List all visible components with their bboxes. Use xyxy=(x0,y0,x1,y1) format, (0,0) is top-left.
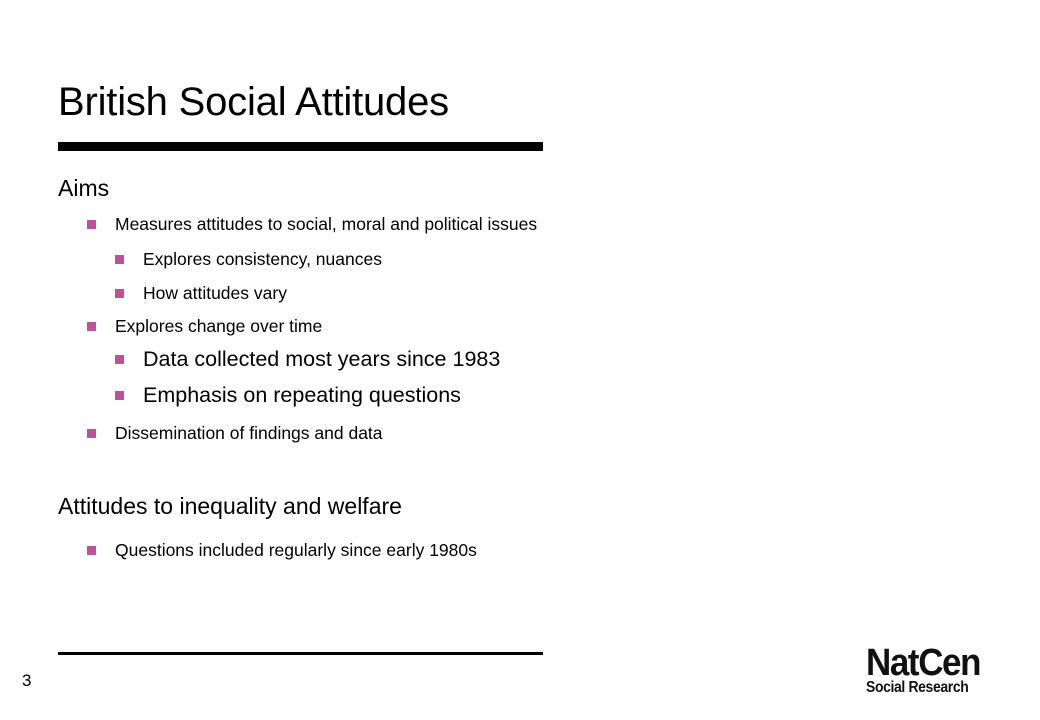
bullet-text: Emphasis on repeating questions xyxy=(143,383,461,407)
bullet-text: How attitudes vary xyxy=(143,283,287,303)
section-heading-inequality: Attitudes to inequality and welfare xyxy=(58,493,402,519)
bullet-square-icon xyxy=(87,546,96,555)
bullet-item xyxy=(87,540,477,561)
bullet-square-icon xyxy=(115,391,124,400)
section-heading-aims: Aims xyxy=(58,175,110,201)
logo-wordmark: NatCen xyxy=(866,642,981,684)
bullet-text: Dissemination of findings and data xyxy=(115,423,383,443)
slide-title: British Social Attitudes xyxy=(58,80,449,124)
bullet-item xyxy=(87,316,322,337)
bullet-item xyxy=(115,283,287,304)
bullet-square-icon xyxy=(87,322,96,331)
page-number: 3 xyxy=(22,671,32,690)
bullet-item xyxy=(87,423,383,444)
bullet-square-icon xyxy=(115,255,124,264)
bullet-item xyxy=(87,214,537,235)
bullet-text: Questions included regularly since early 1980s xyxy=(115,540,477,560)
bullet-item xyxy=(115,347,500,372)
bullet-item xyxy=(115,249,382,270)
bullet-text: Explores change over time xyxy=(115,316,323,336)
bullet-text: Measures attitudes to social, moral and political issues xyxy=(115,214,538,234)
bullet-text: Data collected most years since 1983 xyxy=(143,347,501,371)
footer-rule xyxy=(58,652,543,655)
title-underline xyxy=(58,142,543,151)
bullet-item xyxy=(115,383,461,408)
bullet-square-icon xyxy=(115,289,124,298)
bullet-square-icon xyxy=(87,429,96,438)
bullet-square-icon xyxy=(115,355,124,364)
logo-tagline: Social Research xyxy=(866,679,969,696)
bullet-text: Explores consistency, nuances xyxy=(143,249,382,269)
natcen-logo xyxy=(866,644,990,696)
bullet-square-icon xyxy=(87,220,96,229)
